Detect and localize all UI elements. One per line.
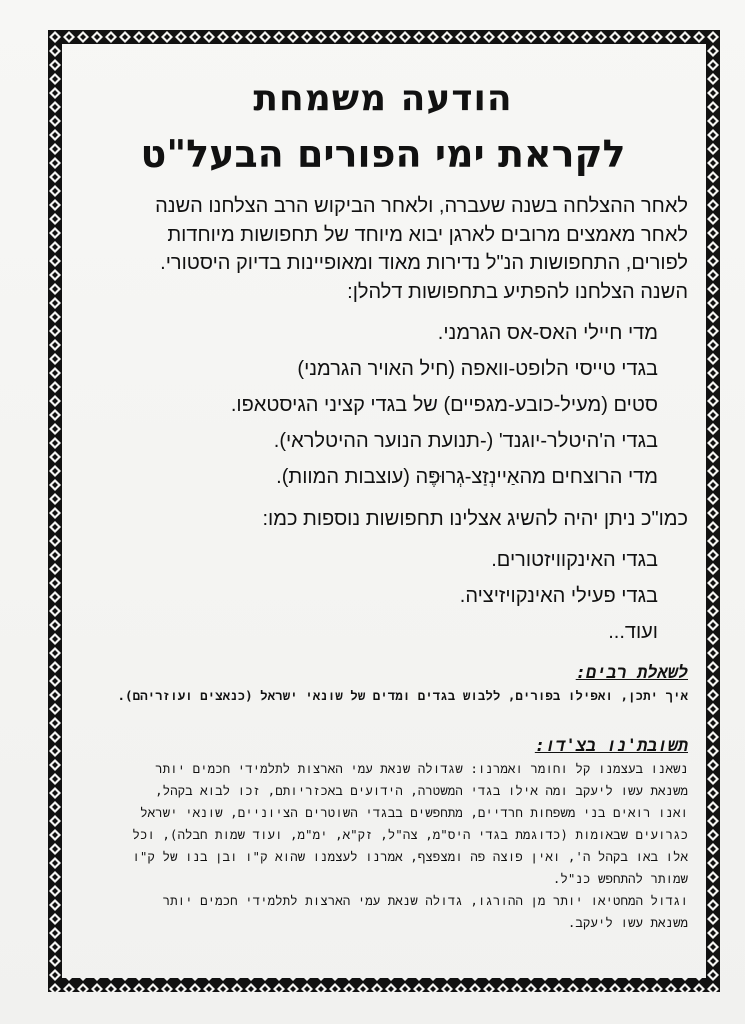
costume-item: בגדי טייסי הלופט-וואפה (חיל האויר הגרמני)	[297, 358, 658, 380]
intro-paragraph	[78, 192, 688, 306]
question-heading: לשאלת רבים:	[575, 663, 688, 683]
more-costume-item: בגדי פעילי האינקויזיציה.	[459, 585, 658, 607]
intro-line: לפורים, התחפושות הנ"ל נדירות מאוד ומאופיינות בדיוק היסטורי.	[160, 252, 688, 274]
answer-text	[78, 758, 688, 934]
answer-line: שמותר להתחפש כנ"ל.	[552, 871, 688, 886]
answer-line: אלו באו בקהל ה', ואין פוצה פה ומצפצף, אמרנו לעצמנו שהוא ק"ו ובן בנו של ק"ו	[132, 849, 688, 864]
answer-line: וגדול המחטיאו יותר מן ההורגו, גדולה שנאת עמי הארצות לתלמידי חכמים יותר	[162, 893, 688, 908]
more-intro-text: כמו"כ ניתן יהיה להשיג אצלינו תחפושות נוספות כמו:	[262, 508, 688, 530]
question-text: איך יתכן, ואפילו בפורים, ללבוש בגדים ומדים של שונאי ישראל (כנאצים ועוזריהם).	[117, 688, 688, 703]
notice-title: הודעה משמחת	[253, 78, 513, 119]
costume-item: סטים (מעיל-כובע-מגפיים) של בגדי קציני הגיסטאפו.	[230, 394, 658, 416]
answer-line: ואנו רואים בני משפחות חרדיים, מתחפשים בבגדי השוטרים הציוניים, שונאי ישראל	[140, 805, 688, 820]
intro-line: השנה הצלחנו להפתיע בתחפושות דלהלן:	[347, 280, 688, 303]
intro-line: לאחר מאמצים מרובים לארגן יבוא מיוחד של תחפושות מיוחדות	[167, 223, 688, 246]
notice-content	[78, 60, 688, 965]
intro-line: לאחר ההצלחה בשנה שעברה, ולאחר הביקוש הרב הצלחנו השנה	[155, 195, 688, 217]
costume-item: בגדי ה'היטלר-יוגנד' (-תנועת הנוער ההיטלראי).	[273, 430, 658, 452]
more-costume-item: ועוד...	[608, 621, 658, 643]
answer-line: כגרועים שבאומות (כדוגמת בגדי היס"מ, צה"ל, זק"א, ימ"מ, ועוד שמות חבלה), וכל	[132, 827, 688, 842]
answer-line: משנאת עשו ליעקב.	[567, 915, 688, 930]
costume-item: מדי הרוצחים מהאַיינְזַצ-גְרוּפֶּה (עוצבות המוות).	[276, 466, 658, 488]
costume-item: מדי חיילי האס-אס הגרמני.	[437, 322, 658, 344]
answer-line: נשאנו בעצמנו קל וחומר ואמרנו: שגדולה שנאת עמי הארצות לתלמידי חכמים יותר	[155, 761, 688, 776]
answer-line: משנאת עשו ליעקב ומה אילו בגדי המשטרה, הידועים באכזריותם, זכו לבוא בקהל,	[155, 783, 688, 798]
notice-subtitle: לקראת ימי הפורים הבעל"ט	[140, 132, 626, 176]
answer-heading: תשובת'נו בצ'דו:	[534, 736, 688, 756]
more-costume-list	[460, 542, 658, 650]
costume-list	[231, 315, 658, 495]
more-costume-item: בגדי האינקוויזטורים.	[491, 549, 658, 571]
